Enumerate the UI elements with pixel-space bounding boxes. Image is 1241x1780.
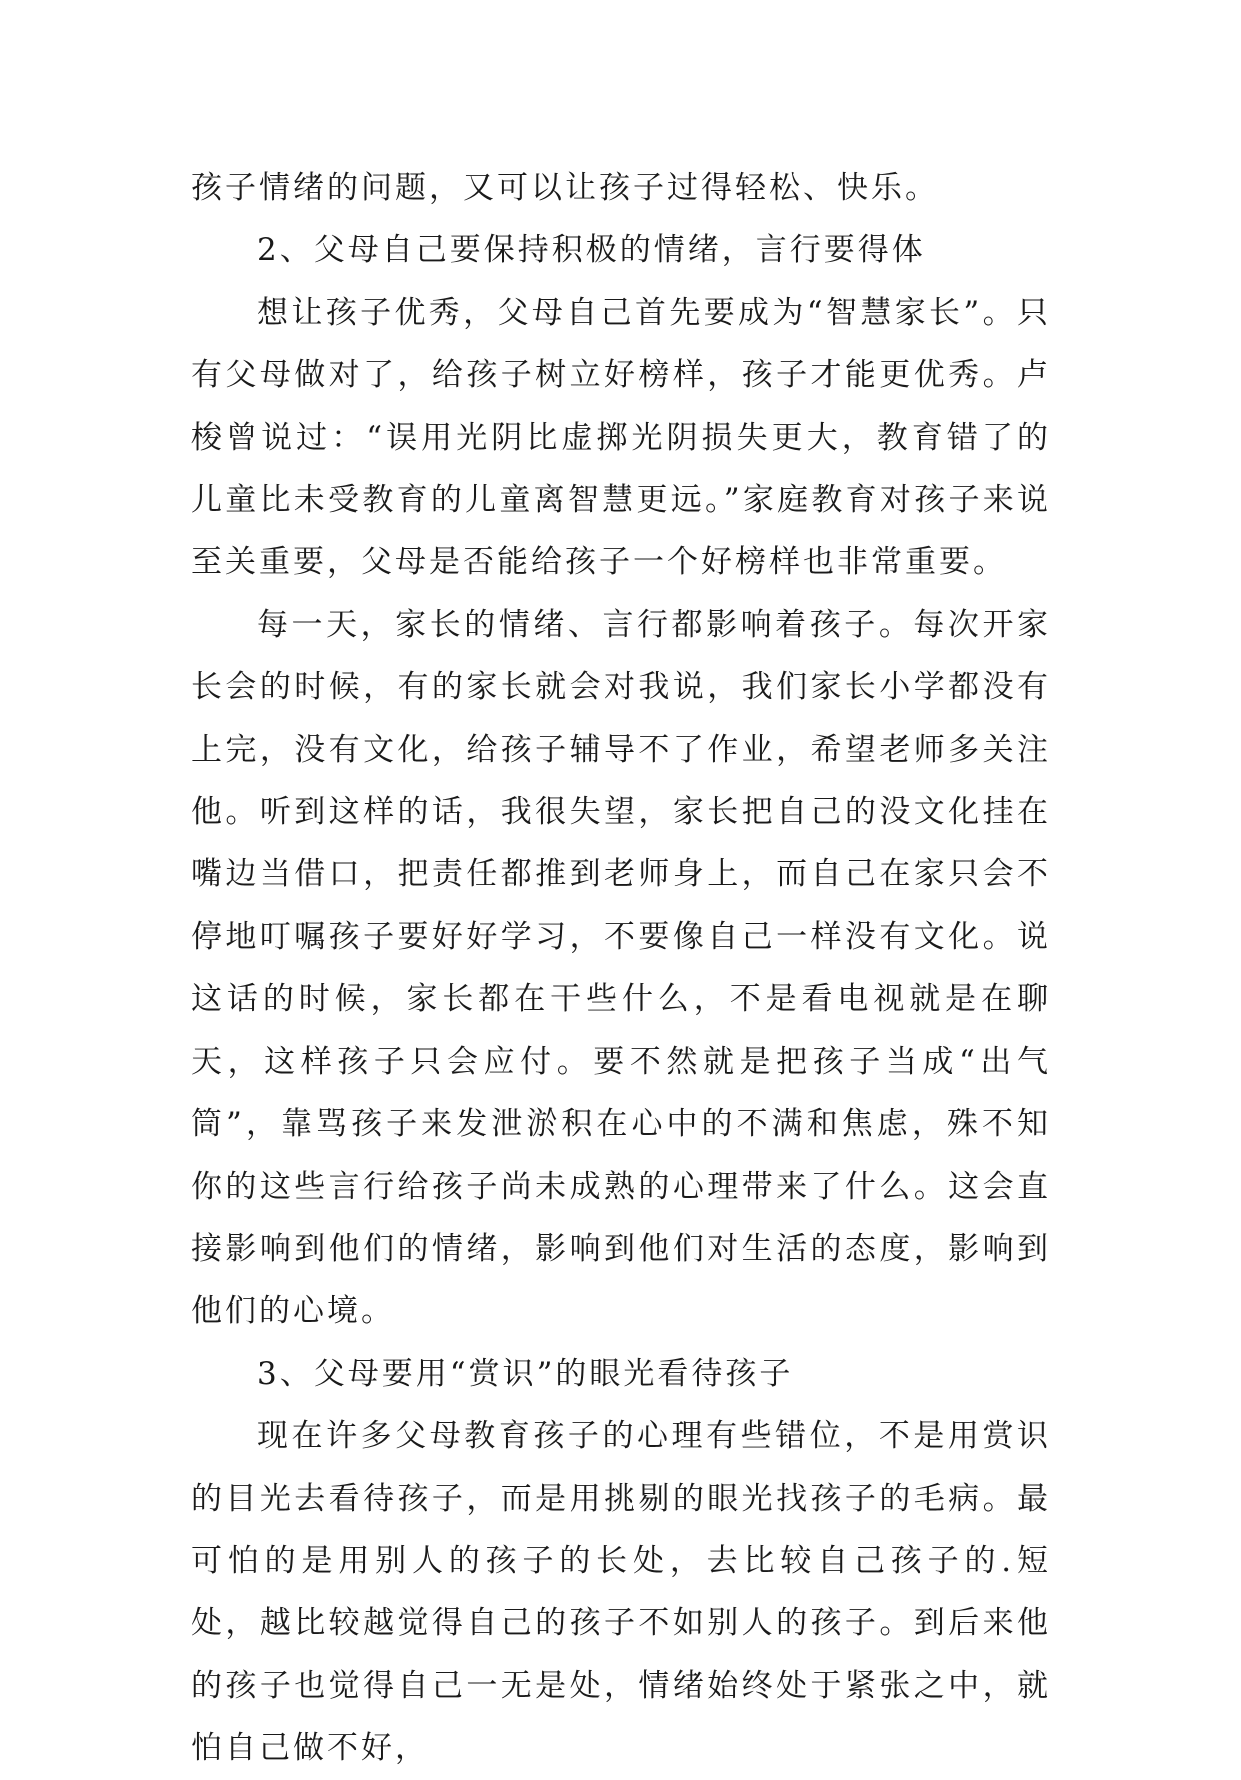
paragraph-parent-behavior: 每一天，家长的情绪、言行都影响着孩子。每次开家长会的时候，有的家长就会对我说，我们家长小学都没有上完，没有文化，给孩子辅导不了作业，希望老师多关注他。听到这样的话，我很失望，家长把自己的没文化挂在嘴边当借口，把责任都推到老师身上，而自己在家只会不停地叮嘱孩子要好好学习，不要像自己一样没有文化。说这话的时候，家长都在干些什么，不是看电视就是在聊天，这样孩子只会应付。要不然就是把孩子当成“出气筒”，靠骂孩子来发泄淤积在心中的不满和焦虑，殊不知你的这些言行给孩子尚未成熟的心理带来了什么。这会直接影响到他们的情绪，影响到他们对生活的态度，影响到他们的心境。 (191, 606, 1051, 1330)
paragraph-continuation: 孩子情绪的问题，又可以让孩子过得轻松、快乐。 (191, 170, 939, 206)
paragraph-wise-parents: 想让孩子优秀，父母自己首先要成为“智慧家长”。只有父母做对了，给孩子树立好榜样，孩子才能更优秀。卢梭曾说过：“误用光阴比虚掷光阴损失更大，教育错了的儿童比未受教育的儿童离智慧更远。”家庭教育对孩子来说至关重要，父母是否能给孩子一个好榜样也非常重要。 (191, 294, 1051, 581)
paragraph-appreciation: 现在许多父母教育孩子的心理有些错位，不是用赏识的目光去看待孩子，而是用挑剔的眼光找孩子的毛病。最可怕的是用别人的孩子的长处，去比较自己孩子的.短处，越比较越觉得自己的孩子不如别人的孩子。到后来他的孩子也觉得自己一无是处，情绪始终处于紧张之中，就怕自己做不好， (191, 1418, 1051, 1767)
section-heading-2: 2、父母自己要保持积极的情绪，言行要得体 (257, 232, 926, 269)
document-body (191, 157, 1051, 1780)
section-heading-3: 3、父母要用“赏识”的眼光看待孩子 (257, 1355, 794, 1392)
